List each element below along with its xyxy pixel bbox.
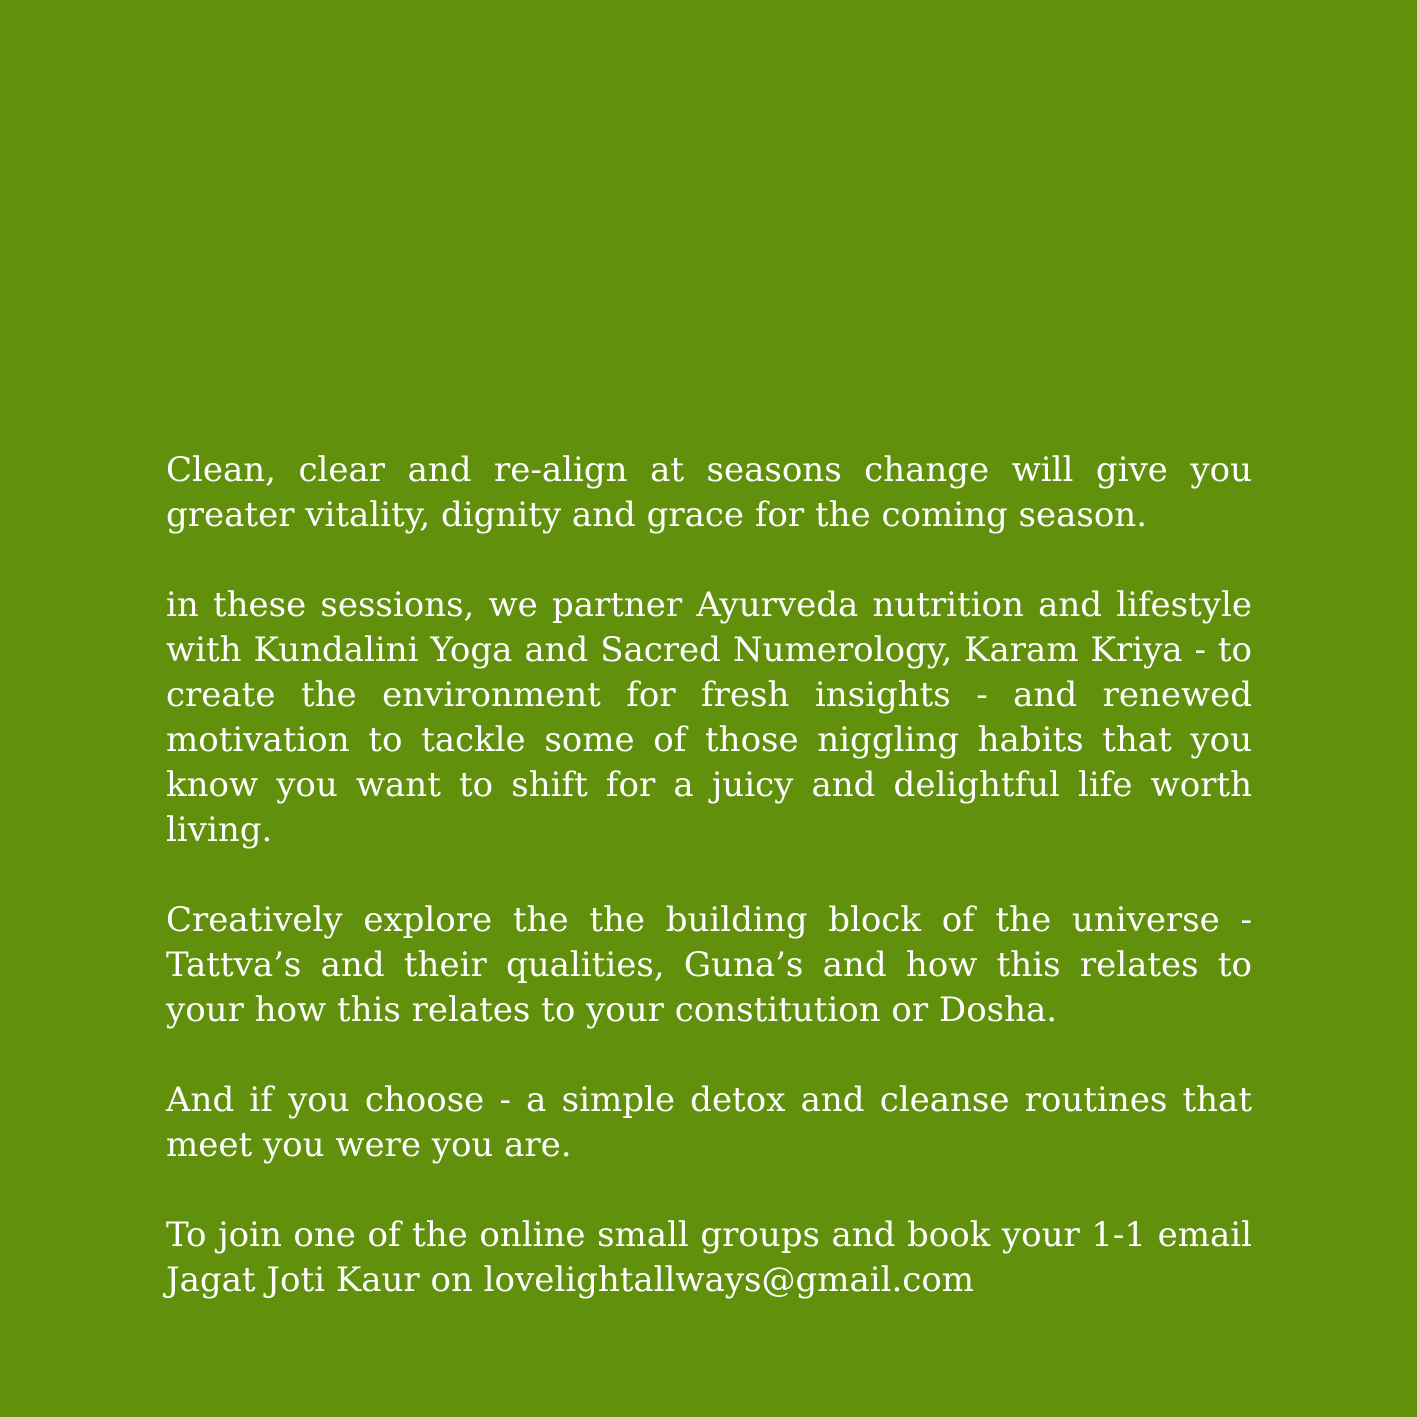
sessions-paragraph: in these sessions, we partner Ayurveda nutrition and lifestyle with Kundalini Yoga and Sacred Numerology, Karam Kriya - to create the environment for fresh insights - and renewed motivation to tackle some of those niggling habits that you know you want to shift for a juicy and delightful life worth living. [166,585,1252,850]
contact-paragraph: To join one of the online small groups and book your 1-1 email Jagat Joti Kaur on lovelightallways@gmail.com [166,1215,1252,1300]
intro-paragraph: Clean, clear and re-align at seasons change will give you greater vitality, dignity and grace for the coming season. [166,450,1252,535]
body-text [166,448,1252,1303]
detox-paragraph: And if you choose - a simple detox and cleanse routines that meet you were you are. [166,1080,1252,1165]
explore-paragraph: Creatively explore the the building block of the universe - Tattva’s and their qualities, Guna’s and how this relates to your how this relates to your constitution or Dosha. [166,900,1252,1030]
